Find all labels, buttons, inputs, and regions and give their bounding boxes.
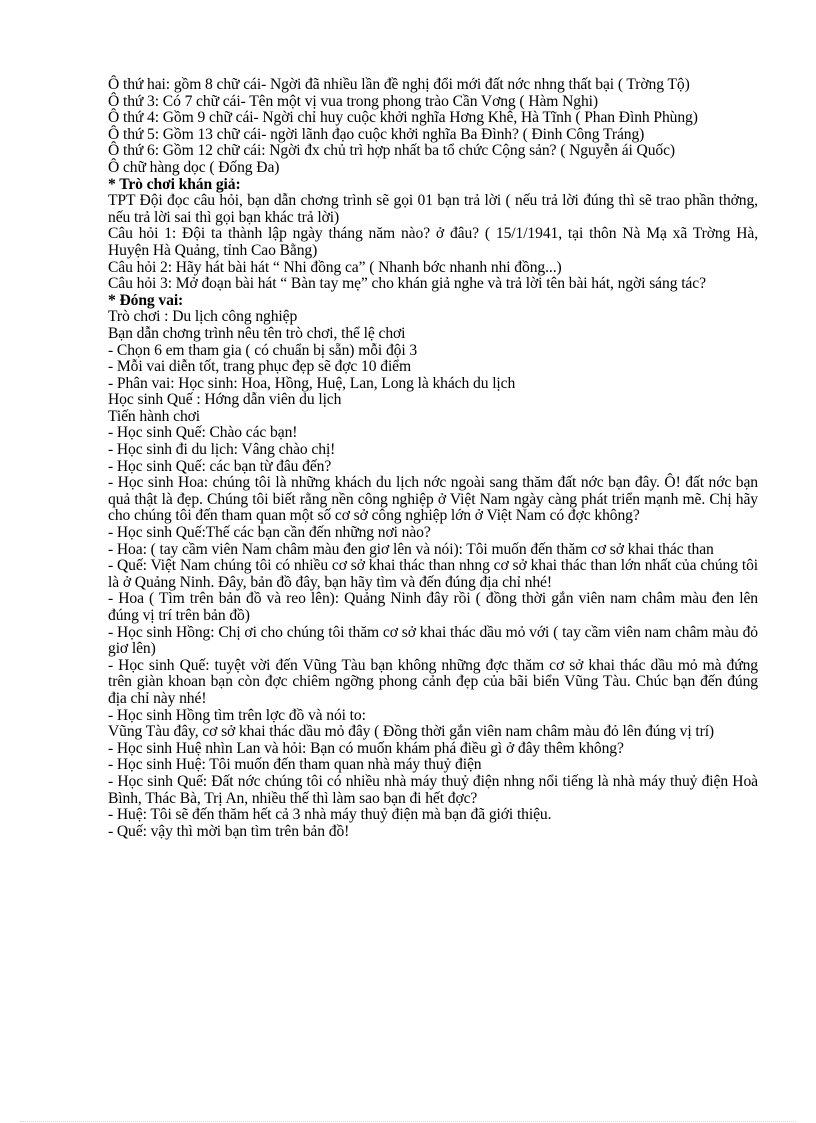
puzzle-clue-6: Ô thứ 6: Gồm 12 chữ cái: Ngời đx chủ trì hợp nhất ba tổ chức Cộng sản? ( Nguyễn ái Quốc) [108, 142, 676, 160]
dialogue-line: - Học sinh Quế: Đất nớc chúng tôi có nhiều nhà máy thuỷ điện nhng nổi tiếng là nhà máy thuỷ điện Hoà Bình, Thác Bà, Trị An, nhiều thế thì làm sao bạn đi hết đợc? [108, 772, 758, 807]
role-assignment: - Phân vai: Học sinh: Hoa, Hồng, Huệ, Lan, Long là khách du lịch [108, 374, 516, 392]
dialogue-line: - Hoa: ( tay cầm viên Nam châm màu đen giơ lên và nói): Tôi muốn đến thăm cơ sở khai thác than [108, 540, 714, 558]
dialogue-line: - Quế: Việt Nam chúng tôi có nhiều cơ sở khai thác than nhng cơ sở khai thác than lớn nhất của chúng tôi là ở Quảng Ninh. Đây, bản đồ đây, bạn hãy tìm và đến đúng địa chỉ nhé! [108, 557, 758, 591]
audience-question-2: Câu hỏi 2: Hãy hát bài hát “ Nhi đồng ca” ( Nhanh bớc nhanh nhi đồng...) [108, 258, 562, 276]
audience-question-1: Câu hỏi 1: Đội ta thành lập ngày tháng năm nào? ở đâu? ( 15/1/1941, tại thôn Nà Mạ xã Trờng Hà, Huyện Hà Quảng, tỉnh Cao Bằng) [108, 225, 758, 259]
dialogue-line: - Học sinh Quế: Chào các bạn! [108, 424, 298, 442]
play-start-label: Tiến hành chơi [108, 407, 201, 425]
puzzle-clue-4: Ô thứ 4: Gồm 9 chữ cái- Ngời chỉ huy cuộc khởi nghĩa Hơng Khê, Hà Tĩnh ( Phan Đình Phùng) [108, 109, 698, 127]
game-rules-intro: Bạn dẫn chơng trình nêu tên trò chơi, thể lệ chơi [108, 324, 406, 342]
role-assignment: Học sinh Quế : Hớng dẫn viên du lịch [108, 391, 342, 409]
dialogue-line: - Hoa ( Tìm trên bản đồ và reo lên): Quảng Ninh đây rồi ( đồng thời gắn viên nam châm màu đen lên đúng vị trí trên bản đồ) [108, 590, 758, 624]
puzzle-clue-3: Ô thứ 3: Có 7 chữ cái- Tên một vị vua trong phong trào Cần Vơng ( Hàm Nghi) [108, 92, 599, 110]
page-bottom-divider [20, 1121, 796, 1122]
audience-game-intro: TPT Đội đọc câu hỏi, bạn dẫn chơng trình sẽ gọi 01 bạn trả lời ( nếu trả lời đúng thì sẽ trao phần thởng, nếu trả lời sai thì gọi bạn khác trả lời) [108, 192, 758, 226]
dialogue-line: - Học sinh Quế: các bạn từ đâu đến? [108, 457, 332, 475]
puzzle-clue-5: Ô thứ 5: Gồm 13 chữ cái- ngời lãnh đạo cuộc khởi nghĩa Ba Đình? ( Đinh Công Tráng) [108, 125, 645, 143]
rule-item: - Chọn 6 em tham gia ( có chuẩn bị sẵn) mỗi đội 3 [108, 341, 418, 359]
section-heading-audience-game: * Trò chơi khán giả: [108, 175, 241, 193]
dialogue-line: - Quế: vậy thì mời bạn tìm trên bản đồ! [108, 822, 350, 840]
rule-item: - Mỗi vai diễn tốt, trang phục đẹp sẽ đợc 10 điểm [108, 358, 412, 376]
puzzle-vertical-answer: Ô chữ hàng dọc ( Đống Đa) [108, 158, 280, 176]
dialogue-line: - Học sinh Hồng tìm trên lợc đồ và nói to: [108, 706, 366, 724]
dialogue-line: - Học sinh Huệ: Tôi muốn đến tham quan nhà máy thuỷ điện [108, 756, 482, 774]
puzzle-clue-2: Ô thứ hai: gồm 8 chữ cái- Ngời đã nhiều lần đề nghị đổi mới đất nớc nhng thất bại ( Trờng Tộ) [108, 76, 690, 93]
dialogue-line: Vũng Tàu đây, cơ sở khai thác dầu mỏ đây ( Đồng thời gắn viên nam châm màu đỏ lên đúng vị trí) [108, 723, 715, 741]
dialogue-line: - Học sinh Quế:Thế các bạn cần đến những nơi nào? [108, 524, 431, 542]
dialogue-line: - Học sinh Hồng: Chị ơi cho chúng tôi thăm cơ sở khai thác dầu mỏ với ( tay cầm viên nam châm màu đỏ giơ lên) [108, 623, 758, 658]
section-heading-role-play: * Đóng vai: [108, 291, 184, 309]
dialogue-line: - Học sinh Huệ nhìn Lan và hỏi: Bạn có muốn khám phá điều gì ở đây thêm không? [108, 739, 624, 757]
document-body [108, 77, 758, 840]
dialogue-line: - Học sinh Quế: tuyệt vời đến Vũng Tàu bạn không những đợc thăm cơ sở khai thác dầu mỏ mà đứng trên giàn khoan bạn còn đợc chiêm ngỡng phong cảnh đẹp của bãi biển Vũng Tàu. Chúc bạn đến đúng địa chỉ này nhé! [108, 656, 758, 707]
dialogue-line: - Học sinh đi du lịch: Vâng chào chị! [108, 441, 336, 459]
dialogue-line: - Huệ: Tôi sẽ đến thăm hết cả 3 nhà máy thuỷ điện mà bạn đã giới thiệu. [108, 806, 552, 824]
dialogue-line: - Học sinh Hoa: chúng tôi là những khách du lịch nớc ngoài sang thăm đất nớc bạn đây. Ô! đất nớc bạn quả thật là đẹp. Chúng tôi biết rằng nền công nghiệp ở Việt Nam ngày càng phát triển mạnh mẽ. Chị hãy cho chúng tôi đến tham quan một số cơ sở công nghiệp lớn ở Việt Nam có đợc không? [108, 474, 758, 525]
audience-question-3: Câu hỏi 3: Mở đoạn bài hát “ Bàn tay mẹ” cho khán giả nghe và trả lời tên bài hát, ngời sáng tác? [108, 275, 706, 293]
game-title: Trò chơi : Du lịch công nghiệp [108, 308, 298, 326]
